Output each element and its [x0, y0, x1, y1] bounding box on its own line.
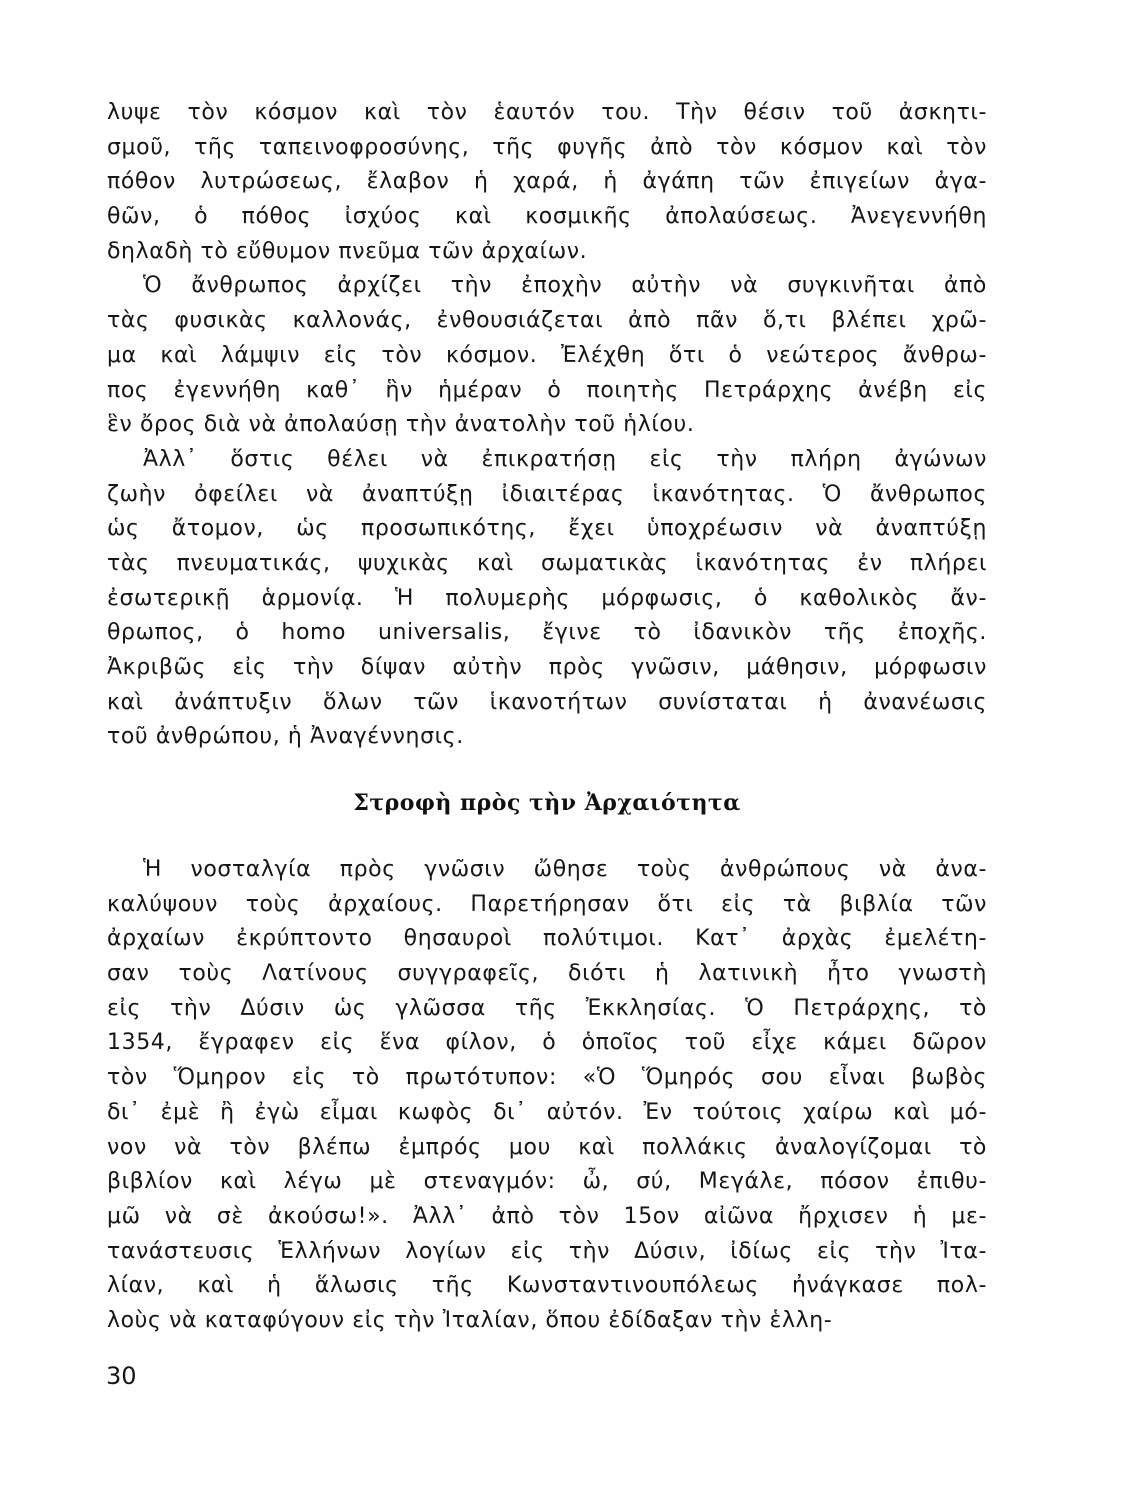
text-line: λοὺς νὰ καταφύγουν εἰς τὴν Ἰταλίαν, ὅπου ἐδίδαξαν τὴν ἑλλη- — [107, 1307, 833, 1333]
text-line: ἀρχαίων ἐκρύπτοντο θησαυροὶ πολύτιμοι. Κατ᾽ ἀρχὰς ἐμελέτη- — [107, 926, 987, 952]
text-line: ὡς ἄτομον, ὡς προσωπικότης, ἔχει ὑποχρέωσιν νὰ ἀναπτύξῃ — [107, 516, 987, 542]
text-line: Ἀλλ᾽ ὅστις θέλει νὰ ἐπικρατήσῃ εἰς τὴν πλήρη ἀγώνων — [143, 446, 987, 472]
text-line: Ἀκριβῶς εἰς τὴν δίψαν αὐτὴν πρὸς γνῶσιν, μάθησιν, μόρφωσιν — [107, 655, 987, 680]
text-line: σαν τοὺς Λατίνους συγγραφεῖς, διότι ἡ λατινικὴ ἦτο γνωστὴ — [107, 961, 987, 987]
text-line: τοῦ ἀνθρώπου, ἡ Ἀναγέννησις. — [107, 724, 464, 750]
text-line: λίαν, καὶ ἡ ἅλωσις τῆς Κωνσταντινουπόλεως ἠνάγκασε πολ- — [107, 1273, 987, 1299]
paragraph — [107, 853, 987, 1339]
paragraph — [107, 443, 987, 755]
text-line: θῶν, ὁ πόθος ἰσχύος καὶ κοσμικῆς ἀπολαύσεως. Ἀνεγεννήθη — [107, 204, 987, 230]
text-line: δηλαδὴ τὸ εὔθυμον πνεῦμα τῶν ἀρχαίων. — [107, 238, 588, 264]
text-line: πόθον λυτρώσεως, ἔλαβον ἡ χαρά, ἡ ἀγάπη τῶν ἐπιγείων ἀγα- — [107, 169, 987, 195]
text-line: ἐσωτερικῇ ἁρμονίᾳ. Ἡ πολυμερὴς μόρφωσις, ὁ καθολικὸς ἄν- — [107, 585, 987, 611]
text-line: Ὁ ἄνθρωπος ἀρχίζει τὴν ἐποχὴν αὐτὴν νὰ συγκινῆται ἀπὸ — [143, 273, 987, 299]
paragraph — [107, 269, 987, 442]
body-text-top — [107, 96, 987, 755]
text-line: καὶ ἀνάπτυξιν ὅλων τῶν ἱκανοτήτων συνίσταται ἡ ἀνανέωσις — [107, 689, 987, 715]
text-line: καλύψουν τοὺς ἀρχαίους. Παρετήρησαν ὅτι εἰς τὰ βιβλία τῶν — [107, 891, 987, 917]
text-line: Ἡ νοσταλγία πρὸς γνῶσιν ὤθησε τοὺς ἀνθρώπους νὰ ἀνα- — [143, 857, 987, 882]
body-text-bottom — [107, 853, 987, 1339]
text-line: θρωπος, ὁ homo universalis, ἔγινε τὸ ἰδανικὸν τῆς ἐποχῆς. — [107, 620, 987, 646]
text-line: 1354, ἔγραφεν εἰς ἕνα φίλον, ὁ ὁποῖος τοῦ εἶχε κάμει δῶρον — [107, 1030, 987, 1056]
text-line: δι᾽ ἐμὲ ἢ ἐγὼ εἶμαι κωφὸς δι᾽ αὐτόν. Ἐν τούτοις χαίρω καὶ μό- — [107, 1099, 987, 1125]
text-line: μα καὶ λάμψιν εἰς τὸν κόσμον. Ἐλέχθη ὅτι ὁ νεώτερος ἄνθρω- — [107, 342, 987, 368]
text-line: τὰς πνευματικάς, ψυχικὰς καὶ σωματικὰς ἱκανότητας ἐν πλήρει — [107, 550, 987, 576]
text-line: τὰς φυσικὰς καλλονάς, ἐνθουσιάζεται ἀπὸ πᾶν ὅ,τι βλέπει χρῶ- — [107, 308, 987, 334]
text-line: μῶ νὰ σὲ ἀκούσω!». Ἀλλ᾽ ἀπὸ τὸν 15ον αἰῶνα ἤρχισεν ἡ με- — [107, 1203, 987, 1229]
text-line: ἓν ὄρος διὰ νὰ ἀπολαύσῃ τὴν ἀνατολὴν τοῦ ἡλίου. — [107, 412, 695, 438]
text-line: λυψε τὸν κόσμον καὶ τὸν ἑαυτόν του. Τὴν θέσιν τοῦ ἀσκητι- — [107, 100, 987, 125]
text-line: σμοῦ, τῆς ταπεινοφροσύνης, τῆς φυγῆς ἀπὸ τὸν κόσμον καὶ τὸν — [107, 134, 987, 160]
page-number: 30 — [106, 1362, 137, 1390]
section-heading: Στροφὴ πρὸς τὴν Ἀρχαιότητα — [353, 790, 741, 816]
paragraph — [107, 96, 987, 269]
text-line: τανάστευσις Ἑλλήνων λογίων εἰς τὴν Δύσιν, ἰδίως εἰς τὴν Ἰτα- — [107, 1238, 987, 1264]
text-line: τὸν Ὅμηρον εἰς τὸ πρωτότυπον: «Ὁ Ὅμηρός σου εἶναι βωβὸς — [107, 1065, 987, 1091]
text-line: πος ἐγεννήθη καθ᾽ ἣν ἡμέραν ὁ ποιητὴς Πετράρχης ἀνέβη εἰς — [107, 377, 987, 403]
text-line: εἰς τὴν Δύσιν ὡς γλῶσσα τῆς Ἐκκλησίας. Ὁ Πετράρχης, τὸ — [107, 995, 987, 1021]
text-line: ζωὴν ὀφείλει νὰ ἀναπτύξῃ ἰδιαιτέρας ἱκανότητας. Ὁ ἄνθρωπος — [107, 481, 987, 507]
text-line: νον νὰ τὸν βλέπω ἐμπρός μου καὶ πολλάκις ἀναλογίζομαι τὸ — [107, 1134, 987, 1160]
text-line: βιβλίον καὶ λέγω μὲ στεναγμόν: ὦ, σύ, Μεγάλε, πόσον ἐπιθυ- — [107, 1169, 987, 1195]
